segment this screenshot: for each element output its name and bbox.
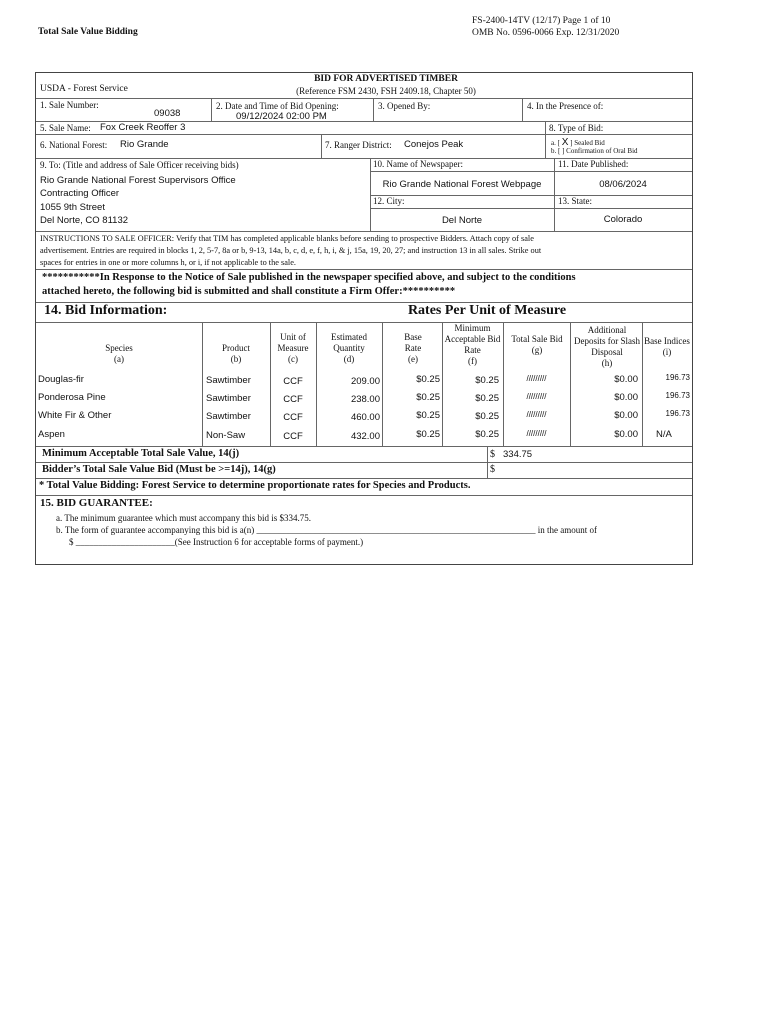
base-rate: $0.25 bbox=[416, 410, 440, 421]
opened-by-label: 3. Opened By: bbox=[378, 101, 431, 111]
product: Sawtimber bbox=[206, 375, 251, 386]
forest-label: 6. National Forest: bbox=[40, 140, 108, 150]
bid-type-oral[interactable]: b. [ ] Confirmation of Oral Bid bbox=[551, 147, 638, 155]
bidder-total-label: Bidder’s Total Sale Value Bid (Must be >=14j), 14(g) bbox=[42, 464, 276, 475]
city: Del Norte bbox=[441, 215, 483, 226]
rule bbox=[211, 98, 212, 121]
bid-opening: 09/12/2024 02:00 PM bbox=[236, 111, 327, 122]
total-bid: ///////// bbox=[526, 374, 547, 383]
omb-number: OMB No. 0596-0066 Exp. 12/31/2020 bbox=[472, 28, 620, 38]
col-quantity bbox=[316, 332, 382, 365]
bidder-total-dollar: $ bbox=[490, 464, 495, 475]
rule bbox=[36, 134, 692, 135]
col-total-bid bbox=[510, 334, 564, 356]
newspaper: Rio Grande National Forest Webpage bbox=[382, 179, 542, 190]
rule bbox=[642, 322, 643, 446]
rule bbox=[321, 134, 322, 158]
rule bbox=[370, 171, 692, 172]
form-id: FS-2400-14TV (12/17) Page 1 of 10 bbox=[472, 16, 611, 26]
col-unit-name: Unit of Measure bbox=[277, 332, 309, 353]
col-indices-letter: (i) bbox=[662, 347, 672, 357]
district-label: 7. Ranger District: bbox=[325, 140, 392, 150]
col-min-rate bbox=[442, 323, 503, 367]
col-product-name: Product bbox=[222, 343, 250, 353]
quantity: 460.00 bbox=[350, 412, 380, 423]
date-published: 08/06/2024 bbox=[599, 179, 647, 190]
to-line-3: 1055 9th Street bbox=[40, 202, 105, 213]
to-label: 9. To: (Title and address of Sale Officer receiving bids) bbox=[40, 160, 239, 170]
col-total-bid-letter: (g) bbox=[531, 345, 543, 355]
base-index: 196.73 bbox=[665, 391, 690, 400]
form-title: BID FOR ADVERTISED TIMBER bbox=[314, 74, 458, 84]
instructions-line-2: advertisement. Entries are required in blocks 1, 2, 5-7, 8a or b, 9-13, 14a, b, c, d, e, f, h, i, & j, 15a, 19, 20, 27; and instruction 13 in all sales. Strike out bbox=[40, 246, 542, 255]
rule bbox=[36, 98, 692, 99]
deposit: $0.00 bbox=[614, 392, 638, 403]
rule bbox=[370, 208, 692, 209]
product: Sawtimber bbox=[206, 411, 251, 422]
rates-title: Rates Per Unit of Measure bbox=[407, 303, 567, 318]
instructions-line-1: INSTRUCTIONS TO SALE OFFICER: Verify that TIM has completed applicable blanks before sending to prospective Bidders. Attach copy of sale bbox=[40, 234, 534, 243]
guarantee-b[interactable]: b. The form of guarantee accompanying this bid is a(n) ______________________________________________________________ in the amount of bbox=[56, 525, 598, 535]
rule bbox=[36, 462, 692, 463]
col-quantity-name: Estimated Quantity bbox=[331, 332, 367, 353]
presence-label: 4. In the Presence of: bbox=[527, 101, 604, 111]
rule bbox=[487, 446, 488, 478]
total-bid: ///////// bbox=[526, 410, 547, 419]
to-line-4: Del Norte, CO 81132 bbox=[40, 215, 129, 226]
rule bbox=[373, 98, 374, 121]
quantity: 238.00 bbox=[350, 394, 380, 405]
product: Sawtimber bbox=[206, 393, 251, 404]
col-product-letter: (b) bbox=[230, 354, 242, 364]
rule bbox=[503, 322, 504, 446]
total-bid: ///////// bbox=[526, 392, 547, 401]
deposit: $0.00 bbox=[614, 374, 638, 385]
min-rate: $0.25 bbox=[475, 393, 499, 404]
rule bbox=[370, 195, 692, 196]
col-deposits bbox=[574, 325, 640, 369]
rule bbox=[202, 322, 203, 446]
bid-type-a-suffix: ] Sealed Bid bbox=[570, 139, 605, 147]
bid-opening-label: 2. Date and Time of Bid Opening: bbox=[216, 101, 339, 111]
col-indices bbox=[644, 336, 690, 358]
col-base-rate-letter: (e) bbox=[408, 354, 418, 364]
unit: CCF bbox=[283, 431, 303, 442]
quantity: 209.00 bbox=[350, 376, 380, 387]
quantity: 432.00 bbox=[350, 431, 380, 442]
min-rate: $0.25 bbox=[475, 411, 499, 422]
product: Non-Saw bbox=[206, 430, 246, 441]
firm-offer-line-1: ***********In Response to the Notice of Sale published in the newspaper specified above, and subject to the conditions bbox=[42, 272, 576, 283]
col-species bbox=[36, 343, 202, 365]
base-rate: $0.25 bbox=[416, 392, 440, 403]
district: Conejos Peak bbox=[404, 139, 464, 150]
rule bbox=[522, 98, 523, 121]
sale-number-label: 1. Sale Number: bbox=[40, 100, 99, 110]
col-base-rate bbox=[396, 332, 430, 365]
col-total-bid-name: Total Sale Bid bbox=[511, 334, 563, 344]
col-min-rate-letter: (f) bbox=[468, 356, 477, 366]
min-rate: $0.25 bbox=[475, 429, 499, 440]
rule bbox=[36, 495, 692, 496]
min-total-value: 334.75 bbox=[503, 449, 533, 460]
bid-form bbox=[35, 72, 693, 565]
deposit: $0.00 bbox=[614, 429, 638, 440]
newspaper-label: 10. Name of Newspaper: bbox=[373, 159, 463, 169]
guarantee-title: 15. BID GUARANTEE: bbox=[40, 497, 153, 509]
form-reference: (Reference FSM 2430, FSH 2409.18, Chapter 50) bbox=[296, 86, 476, 96]
sale-number: 09038 bbox=[154, 108, 181, 119]
col-min-rate-name: Minimum Acceptable Bid Rate bbox=[444, 323, 501, 355]
unit: CCF bbox=[283, 376, 303, 387]
species: White Fir & Other bbox=[38, 410, 112, 421]
col-deposits-letter: (h) bbox=[601, 358, 613, 368]
min-total-label: Minimum Acceptable Total Sale Value, 14(j) bbox=[42, 448, 240, 459]
unit: CCF bbox=[283, 412, 303, 423]
col-species-letter: (a) bbox=[114, 354, 124, 364]
col-unit bbox=[270, 332, 316, 365]
col-base-rate-name: Base Rate bbox=[404, 332, 422, 353]
bid-info-title: 14. Bid Information: bbox=[44, 303, 168, 318]
sale-name: Fox Creek Reoffer 3 bbox=[100, 122, 186, 133]
col-deposits-name: Additional Deposits for Slash Disposal bbox=[574, 325, 640, 357]
sealed-bid-checkbox[interactable]: X bbox=[561, 137, 569, 148]
guarantee-c[interactable]: $ ______________________(See Instruction 6 for acceptable forms of payment.) bbox=[69, 537, 364, 547]
base-rate: $0.25 bbox=[416, 374, 440, 385]
guarantee-a: a. The minimum guarantee which must accompany this bid is $334.75. bbox=[56, 513, 312, 523]
rule bbox=[36, 269, 692, 270]
base-rate: $0.25 bbox=[416, 429, 440, 440]
date-published-label: 11. Date Published: bbox=[558, 159, 629, 169]
species: Ponderosa Pine bbox=[38, 392, 106, 403]
base-index: 196.73 bbox=[665, 409, 690, 418]
min-total-dollar: $ bbox=[490, 449, 495, 460]
total-bid: ///////// bbox=[526, 429, 547, 438]
bid-type-label: 8. Type of Bid: bbox=[549, 123, 604, 133]
species: Aspen bbox=[38, 429, 65, 440]
base-index: 196.73 bbox=[665, 373, 690, 382]
unit: CCF bbox=[283, 394, 303, 405]
agency: USDA - Forest Service bbox=[40, 84, 128, 94]
sale-name-label: 5. Sale Name: bbox=[40, 123, 91, 133]
forest: Rio Grande bbox=[120, 139, 169, 150]
header-title: Total Sale Value Bidding bbox=[38, 27, 138, 37]
rule bbox=[36, 446, 692, 447]
col-species-name: Species bbox=[105, 343, 133, 353]
bid-type-a-prefix: a. [ bbox=[551, 139, 560, 147]
species: Douglas-fir bbox=[38, 374, 84, 385]
to-line-1: Rio Grande National Forest Supervisors Office bbox=[40, 175, 236, 186]
rule bbox=[36, 322, 692, 323]
total-value-note: * Total Value Bidding: Forest Service to determine proportionate rates for Species and Products. bbox=[39, 480, 471, 491]
base-index: N/A bbox=[656, 429, 672, 440]
to-line-2: Contracting Officer bbox=[40, 188, 120, 199]
firm-offer-line-2: attached hereto, the following bid is submitted and shall constitute a Firm Offer:********** bbox=[42, 286, 456, 297]
state-label: 13. State: bbox=[558, 196, 592, 206]
col-product bbox=[202, 343, 270, 365]
rule bbox=[36, 231, 692, 232]
rule bbox=[36, 478, 692, 479]
col-unit-letter: (c) bbox=[288, 354, 298, 364]
deposit: $0.00 bbox=[614, 410, 638, 421]
rule bbox=[545, 121, 546, 158]
col-quantity-letter: (d) bbox=[343, 354, 355, 364]
min-rate: $0.25 bbox=[475, 375, 499, 386]
col-indices-name: Base Indices bbox=[644, 336, 690, 346]
city-label: 12. City: bbox=[373, 196, 405, 206]
form-id-block bbox=[472, 15, 619, 39]
state: Colorado bbox=[603, 214, 643, 225]
instructions-line-3: spaces for entries in one or more columns h, or i, if not applicable to the sale. bbox=[40, 258, 296, 267]
